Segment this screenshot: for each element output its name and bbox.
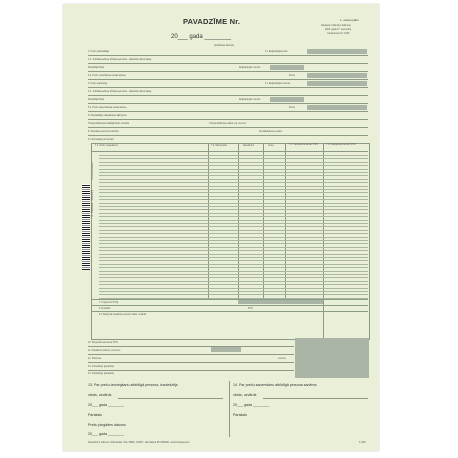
row-line: [88, 103, 368, 104]
table-row: [99, 206, 368, 207]
col-divider: [238, 143, 239, 299]
vat-box: [211, 347, 241, 352]
document-title: PAVADZĪME Nr.: [183, 17, 241, 26]
col-divider: [263, 143, 264, 299]
field-1: 1. Preču pārvadātājs: [88, 51, 110, 53]
table-row: [99, 247, 368, 248]
table-row: [99, 230, 368, 231]
table-row: [99, 199, 368, 200]
legal-note-1: Saskaņā ar Ministru kabineta: [321, 25, 351, 27]
barcode-number: 4 750101 111111: [91, 190, 94, 218]
col-divider: [208, 143, 209, 299]
table-row: [99, 281, 368, 282]
total-shade-1: [238, 300, 323, 304]
sig-right-1: 14. Par preču saņemšanu atbildīgā persona saņēma: [233, 383, 317, 387]
barcode: [82, 184, 90, 270]
col-header-price: Cena: [268, 145, 274, 147]
row-line: [88, 135, 368, 136]
totals-line: [91, 299, 368, 300]
row-line: [88, 119, 368, 120]
table-row: [99, 271, 368, 272]
field-10: Transportlīdzekļa vadītājs/vārds uzvārds: [88, 123, 130, 125]
field-4-acct: Konts: [289, 75, 295, 77]
field-7-reg: Reģistrācijas numurs: [239, 99, 261, 101]
table-row: [99, 216, 368, 217]
field-3-reg: Reģistrācijas numurs: [239, 67, 261, 69]
col-header-unit: 7.2. Mērvienība: [211, 145, 227, 147]
reg-box-1: [307, 49, 367, 54]
field-13: 10. Pieņemtā summa ar PVN: [88, 342, 118, 344]
sum-shade: [295, 338, 369, 378]
table-row: [99, 274, 368, 275]
table-row: [99, 158, 368, 159]
reg-box-2: [270, 65, 304, 70]
field-11-contact: Kontaktadrese/e-pasts: [259, 131, 282, 133]
acct-box-1: [307, 73, 367, 78]
row-line: [88, 354, 294, 355]
table-row: [99, 243, 368, 244]
total-label-2: 8. Nodoklis: [99, 308, 111, 310]
table-row: [99, 277, 368, 278]
table-row: [99, 196, 368, 197]
table-row: [99, 155, 368, 156]
table-row: [99, 240, 368, 241]
table-row: [99, 226, 368, 227]
sig-right-2: vārds, uzvārds: [233, 393, 257, 397]
signature-divider: [229, 381, 230, 437]
row-line: [88, 370, 294, 371]
row-line: [88, 346, 294, 347]
sig-left-5: Preču piegādes datums: [88, 423, 126, 427]
side-label: Preču nosaukums: [92, 162, 94, 180]
field-11: 8. Speciālā ieņēmumu kārtība: [88, 131, 119, 133]
table-row: [99, 223, 368, 224]
col-header-qty: Daudzums: [243, 145, 254, 147]
table-row: [99, 250, 368, 251]
table-row: [99, 179, 368, 180]
field-5-reg: 4.1 Reģistrācijas numurs: [265, 83, 291, 85]
row-line: [88, 63, 368, 64]
table-row: [99, 264, 368, 265]
field-15: 12. Piezīmes: [88, 358, 102, 360]
field-9: 6. Pārvadātājs maksāšanas šķirojums: [88, 115, 127, 117]
table-row: [99, 233, 368, 234]
row-line: [88, 79, 368, 80]
total-label-1: 7. Kopā (bez PVN): [99, 302, 119, 304]
table-row: [99, 254, 368, 255]
table-row: [99, 213, 368, 214]
table-row: [99, 189, 368, 190]
table-row: [99, 203, 368, 204]
row-line: [88, 127, 368, 128]
field-3: Nosūtītājs/Vieta: [88, 67, 105, 69]
sig-left-2: vārds, uzvārds: [88, 393, 112, 397]
table-row: [99, 182, 368, 183]
totals-line: [91, 311, 368, 312]
table-row: [99, 237, 368, 238]
field-1-reg: 2.1 Reģistrācijas kods: [265, 51, 288, 53]
field-8: 5.2. Preču saņemšanas vietas adrese: [88, 107, 127, 109]
field-16: 13. Izsniedzējs (paraksts): [88, 366, 115, 368]
issue-date-caption: (izdošanas datums): [214, 45, 235, 47]
footer-text: Pavadzīmi izdevis: Aizkraukle, SIA "BMC JUMS", tālr./fakss 65 000000, www.lietojums.lv: [88, 441, 190, 444]
table-row: [99, 291, 368, 292]
table-row: [99, 288, 368, 289]
field-4: 3.2. Preču nosūtīšanas vietas adrese: [88, 75, 126, 77]
field-2: 2.2. Juridiskā adrese (fiziskai personai - deklarētā dzīvesvieta): [88, 59, 152, 61]
sig-left-6: 20___ gada ________: [88, 432, 124, 436]
total-label-3: 9.1 Darījumā iesaistīto personu vārds, uzvārds: [99, 314, 147, 316]
sum-label: summa: [278, 358, 286, 360]
row-line: [88, 55, 368, 56]
table-row: [99, 192, 368, 193]
col-header-name: 7.1. Preču nosaukums: [95, 145, 118, 147]
table-row: [99, 169, 368, 170]
field-8-acct: Konts: [289, 107, 295, 109]
issue-date: 20___ gada ________: [171, 34, 232, 40]
table-row: [99, 284, 368, 285]
table-row: [99, 186, 368, 187]
table-row: [99, 175, 368, 176]
table-row: [99, 257, 368, 258]
table-row: [99, 209, 368, 210]
totals-line: [91, 305, 368, 306]
table-row: [99, 267, 368, 268]
field-10-reg: Transportlīdzekļa valsts reģ. numurs: [209, 123, 246, 125]
field-16b: 13. Izsniedzējs (paraksts): [88, 373, 115, 375]
footer-code: T-325: [359, 441, 366, 444]
sig-line: [263, 398, 368, 399]
legal-note-3: noteikumiem Nr. 1036: [327, 33, 350, 35]
table-row: [99, 172, 368, 173]
reg-box-4: [270, 97, 304, 102]
sig-right-4: Paraksts: [233, 413, 247, 417]
table-row: [99, 298, 368, 299]
col-header-total: 7.4. Kopējā summa bez PVN: [326, 144, 356, 146]
invoice-form: [63, 4, 379, 451]
copy-label: 1. eksemplārs: [340, 18, 359, 22]
table-header-line: [91, 151, 368, 152]
field-5: 4. Preču saņēmējs: [88, 83, 108, 85]
col-header-unit-price: 7.3. Vienības cena bez PVN: [289, 144, 318, 146]
col-divider: [285, 143, 286, 299]
reg-box-3: [307, 81, 367, 86]
table-row: [99, 162, 368, 163]
row-line: [88, 362, 294, 363]
vat-label: PVN: [248, 308, 253, 310]
field-7: Nosūtītājs/Vieta: [88, 99, 105, 101]
sig-right-3: 20___ gada ________: [233, 403, 269, 407]
field-12: 9. Informācija par kravām: [88, 139, 114, 141]
legal-note-2: 2005. gada 27. decembra: [325, 29, 352, 31]
field-6: 4.2. Juridiskā adrese (fiziskai personai - deklarētā dzīvesvieta): [88, 91, 152, 93]
row-line: [88, 87, 368, 88]
sig-left-1: 13. Par preču izsniegšanu atbildīgā persona, izsniedzējs: [88, 383, 178, 387]
field-14: 11. Pavadzīmi izdevis, par preci: [88, 350, 121, 352]
row-line: [88, 71, 368, 72]
sig-left-4: Paraksts: [88, 413, 102, 417]
table-row: [99, 165, 368, 166]
row-line: [88, 111, 368, 112]
table-row: [99, 220, 368, 221]
sig-left-3: 20___ gada ________: [88, 403, 124, 407]
sig-line: [118, 398, 223, 399]
row-line: [88, 95, 368, 96]
acct-box-2: [307, 105, 367, 110]
table-row: [99, 294, 368, 295]
table-row: [99, 260, 368, 261]
